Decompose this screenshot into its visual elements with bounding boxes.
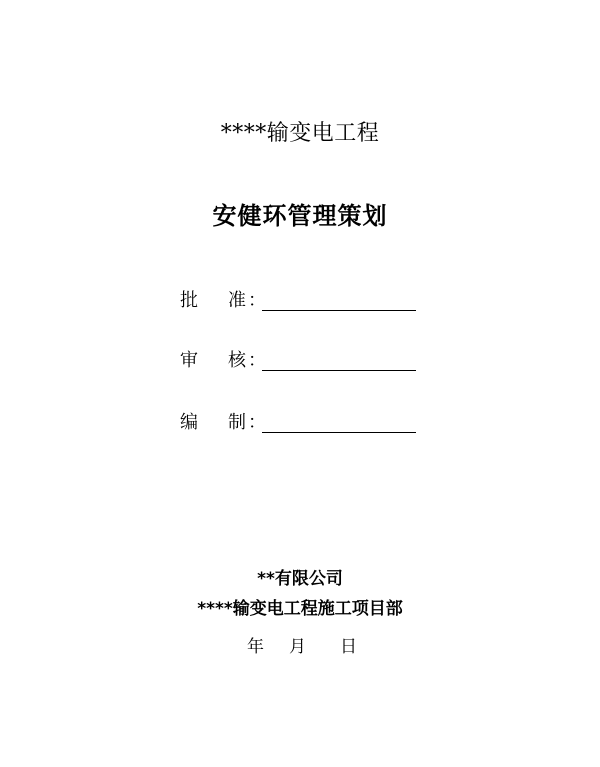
project-department: ****输变电工程施工项目部 [197,599,403,619]
approve-label-char-2: 准 [228,290,246,311]
approve-signature-row [180,286,420,312]
review-label-colon: ： [248,350,266,371]
review-label-char-2: 核 [228,350,246,371]
document-title: 安健环管理策划 [212,202,388,230]
review-label-char-1: 审 [180,350,198,371]
prepare-label-char-2: 制 [228,412,246,433]
date-month: 月 [289,637,306,657]
approve-label-colon: ： [248,290,266,311]
date-year: 年 [247,637,264,657]
project-title: ****输变电工程 [220,121,380,146]
date-day: 日 [340,637,357,657]
company-name: **有限公司 [257,569,343,589]
review-signature-line [262,370,416,371]
prepare-signature-row [180,408,420,434]
prepare-signature-line [262,432,416,433]
approve-signature-line [262,310,416,311]
approve-label-char-1: 批 [180,290,198,311]
prepare-label-char-1: 编 [180,412,198,433]
prepare-label-colon: ： [248,412,266,433]
review-signature-row [180,346,420,372]
date-row [0,632,600,656]
